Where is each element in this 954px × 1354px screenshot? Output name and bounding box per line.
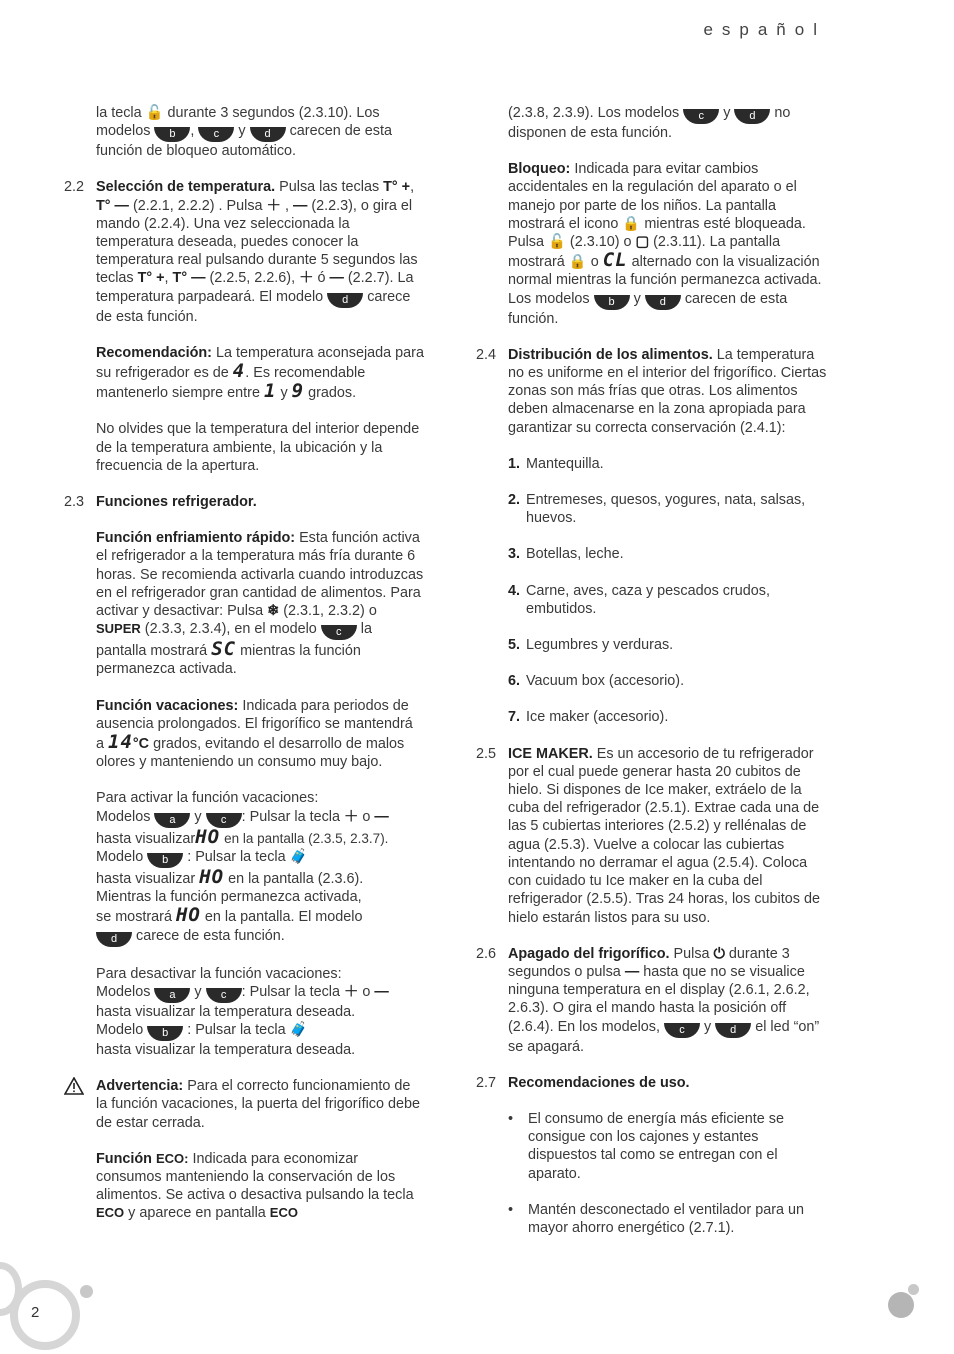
- list-number: 1.: [508, 455, 521, 472]
- bullet-dot-icon: •: [508, 1201, 514, 1218]
- intro-text: carecen de esta función de bloqueo automático.: [96, 123, 393, 160]
- section-title: Apagado del frigorífico.: [508, 945, 670, 962]
- list-number: 7.: [508, 709, 521, 726]
- model-b-badge: b: [147, 853, 183, 868]
- rapid-cooling-paragraph: [64, 529, 424, 678]
- eco-label: Función: [96, 1150, 152, 1167]
- deactivate-text: Modelo: [96, 1021, 144, 1038]
- recommendation-text: La temperatura aconsejada para su refrigerador es de: [96, 344, 424, 382]
- activate-text: hasta visualizar: [96, 830, 196, 847]
- deactivate-text: Modelos: [96, 983, 151, 1000]
- temp-minus-key: T° —: [96, 197, 129, 214]
- list-text: Carne, aves, caza y pescados crudos, embutidos.: [526, 582, 770, 617]
- bullet-item: [476, 1110, 831, 1183]
- note-paragraph: No olvides que la temperatura del interior depende de la temperatura ambiente, la ubicación y la frecuencia de la apertura.: [96, 421, 420, 474]
- activate-text: Mientras la función permanezca activada,: [96, 889, 362, 906]
- lcd-ho: HO: [175, 904, 201, 927]
- rapid-label: Función enfriamiento rápido:: [96, 530, 296, 547]
- food-list-item: [476, 636, 831, 654]
- section-number: 2.6: [476, 945, 497, 962]
- activate-text: en la pantalla (2.3.5, 2.3.7).: [224, 830, 389, 846]
- recommendation-text: y: [280, 385, 288, 402]
- warning-label: Advertencia:: [96, 1078, 184, 1095]
- deactivate-text: hasta visualizar la temperatura deseada.: [96, 1041, 356, 1058]
- list-text: Mantequilla.: [526, 455, 604, 472]
- model-a-badge: a: [154, 813, 190, 828]
- eco-paragraph: [64, 1150, 424, 1223]
- model-d-badge: d: [645, 295, 681, 310]
- section-text: Pulsa: [673, 945, 710, 962]
- vacation-paragraph: [64, 697, 424, 772]
- temp-plus-key: T° +: [383, 179, 411, 196]
- model-c-badge: c: [206, 813, 242, 828]
- activate-text: Modelo: [96, 848, 144, 865]
- section-number: 2.7: [476, 1074, 497, 1091]
- section-title: ICE MAKER.: [508, 745, 593, 762]
- section-2-6: [476, 945, 831, 1056]
- activate-text: en la pantalla (2.3.6).: [228, 870, 364, 887]
- model-c-badge: c: [321, 625, 357, 640]
- warning-icon: [64, 1077, 96, 1132]
- bullet-text: El consumo de energía más eficiente se consigue con los cajones y estantes dispuestos tal como se entregan con el aparato.: [528, 1110, 784, 1182]
- food-list-item: [476, 672, 831, 690]
- vacation-label: Función vacaciones:: [96, 697, 239, 714]
- activate-text: hasta visualizar: [96, 870, 196, 887]
- section-title: Funciones refrigerador.: [96, 494, 257, 511]
- lock-text: alternado con la visualización normal mientras la función permanezca activada. Los modelos: [508, 254, 822, 307]
- page-number: 2: [31, 1304, 40, 1321]
- list-text: Legumbres y verduras.: [526, 637, 674, 654]
- rapid-text: mientras la función permanezca activada.: [96, 643, 361, 678]
- plus-icon: ＋: [344, 983, 359, 1000]
- deactivate-text: : Pulsar la tecla: [187, 1021, 286, 1038]
- activate-block: [64, 789, 424, 946]
- section-title: Recomendaciones de uso.: [508, 1074, 690, 1091]
- suitcase-icon: 🧳: [289, 848, 308, 865]
- model-c-badge: c: [683, 109, 719, 124]
- lock-text: o: [590, 254, 599, 271]
- list-number: 3.: [508, 546, 521, 563]
- unlock-icon: 🔓: [145, 105, 164, 121]
- temp-plus-key: T° +: [137, 270, 165, 287]
- section-title: Selección de temperatura.: [96, 179, 276, 196]
- deactivate-text: hasta visualizar la temperatura deseada.: [96, 1003, 356, 1020]
- plus-icon: ＋: [299, 270, 314, 287]
- lock-paragraph: [476, 160, 831, 328]
- model-d-badge: d: [734, 109, 770, 124]
- activate-text: se mostrará: [96, 909, 172, 926]
- recommendation-text: . Es recomendable mantenerlo siempre entre: [96, 365, 366, 402]
- lcd-temp: 14: [108, 731, 133, 754]
- model-d-badge: d: [327, 293, 363, 308]
- list-text: Vacuum box (accesorio).: [526, 673, 685, 690]
- usage-bullets: [476, 1110, 831, 1237]
- deactivate-text: y: [194, 983, 202, 1000]
- activate-text: : Pulsar la tecla: [241, 808, 340, 825]
- activate-text: y: [194, 808, 202, 825]
- section-number: 2.4: [476, 346, 497, 363]
- rapid-text: (2.3.3, 2.3.4), en el modelo: [144, 621, 317, 638]
- warning-block: [64, 1077, 424, 1132]
- eco-text: Indicada para economizar consumos manteniendo la conservación de los alimentos. Se activa o desactiva pulsando la tecla: [96, 1150, 414, 1204]
- decor-dot: [80, 1285, 93, 1298]
- decor-ring: [10, 1280, 80, 1350]
- list-number: 4.: [508, 582, 521, 599]
- cont-text: (2.3.8, 2.3.9). Los modelos: [508, 105, 680, 121]
- warning-text: Para el correcto funcionamiento de la función vacaciones, la puerta del frigorífico debe de estar cerrada.: [96, 1078, 420, 1131]
- deactivate-block: [64, 965, 424, 1060]
- section-text: (2.2.7). La temperatura parpadeará. El modelo: [96, 270, 414, 305]
- rapid-text: la pantalla mostrará: [96, 621, 372, 660]
- food-list-item: [476, 582, 831, 618]
- rapid-text: Esta función activa el refrigerador a la temperatura más fría durante 6 horas. Se recomienda activarla cuando introduzcas en el refrigerador gran cantidad de alimentos. Para activar y desactivar: Pulsa: [96, 530, 424, 620]
- food-list-item: [476, 708, 831, 726]
- section-text: durante 3 segundos o pulsa: [508, 945, 790, 980]
- eco-text: y aparece en pantalla: [128, 1205, 266, 1222]
- eco-key: ECO: [96, 1205, 125, 1221]
- section-text: carece de esta función.: [96, 288, 411, 325]
- list-number: 2.: [508, 492, 521, 509]
- vacation-text: grados, evitando el desarrollo de malos olores y manteniendo un consumo muy bajo.: [96, 736, 405, 771]
- section-text: hasta que no se visualice ninguna temperatura en el display (2.6.1, 2.6.2, 2.6.3). O gira el mando hasta la posición off (2.6.4). En los modelos,: [508, 963, 810, 1035]
- snowflake-icon: ❄: [267, 603, 280, 620]
- section-2-7: [476, 1074, 831, 1092]
- model-a-badge: a: [154, 988, 190, 1003]
- section-text: el led “on” se apagará.: [508, 1018, 820, 1055]
- deactivate-text: : Pulsar la tecla: [241, 983, 340, 1000]
- unlock-icon: 🔓: [548, 234, 566, 251]
- lock-text: Indicada para evitar cambios accidentales en la regulación del aparato o el manejo por parte de los niños. La pantalla mostrará el icono: [508, 161, 797, 232]
- lcd-value: 4: [232, 360, 246, 383]
- lcd-value: 1: [263, 380, 277, 403]
- intro-text: y: [238, 123, 246, 140]
- rapid-text: (2.3.1, 2.3.2) o: [283, 603, 377, 620]
- recommendation-text: grados.: [308, 385, 357, 402]
- lock-icon: 🔒: [622, 215, 641, 232]
- bullet-text: Mantén desconectado el ventilador para un mayor ahorro energético (2.7.1).: [528, 1201, 805, 1236]
- model-d-badge: d: [250, 127, 286, 142]
- list-text: Ice maker (accesorio).: [526, 709, 669, 726]
- recommendation-paragraph: [64, 344, 424, 403]
- section-text: (2.2.1, 2.2.2) . Pulsa: [132, 197, 263, 214]
- deactivate-title: Para desactivar la función vacaciones:: [96, 965, 342, 982]
- activate-text: en la pantalla. El modelo: [204, 909, 363, 926]
- list-number: 5.: [508, 637, 521, 654]
- model-c-badge: c: [664, 1023, 700, 1038]
- lcd-ho: HO: [199, 865, 225, 888]
- lock-icon: 🔒: [568, 254, 587, 271]
- section-text: Es un accesorio de tu refrigerador por el cual puede generar hasta 20 cubitos de hielo. Si dispones de Ice maker, extráelo de la cuba del refrigerador (2.5.1). Extrae cada una de las 5 cubiertas interiores (2.5.2) y rellénalas de agua (2.5.3). Vuelve a colocar las cubiertas intentando no derramar el agua (2.5.4). Coloca con cuidado tu Ice maker en la cuba del refrigerador (2.5.5). Tras 24 horas, los cubitos de hielo estarán listos para su uso.: [508, 745, 820, 926]
- model-d-badge: d: [96, 932, 132, 947]
- section-text: ó: [317, 270, 326, 287]
- right-column: [476, 104, 831, 1237]
- intro-paragraph: [64, 104, 424, 160]
- recommendation-label: Recomendación:: [96, 344, 212, 361]
- section-text: Pulsa las teclas: [279, 179, 380, 196]
- lock-text: (2.3.10) o: [569, 234, 632, 251]
- model-b-badge: b: [147, 1026, 183, 1041]
- model-b-badge: b: [154, 127, 190, 142]
- left-column: [64, 104, 424, 1223]
- minus-icon: —: [374, 808, 389, 825]
- power-icon: ⏻: [713, 945, 725, 962]
- intro-text: durante 3 segundos (2.3.10). Los modelos: [96, 105, 380, 140]
- section-title: Distribución de los alimentos.: [508, 346, 713, 363]
- list-text: Entremeses, quesos, yogures, nata, salsas, huevos.: [526, 492, 806, 527]
- cont-text: no disponen de esta función.: [508, 105, 791, 141]
- cont-text: y: [723, 105, 731, 121]
- section-number: 2.5: [476, 745, 497, 762]
- lcd-sc: SC: [211, 638, 237, 661]
- lock-text: carecen de esta función.: [508, 290, 788, 327]
- lcd-value: 9: [291, 380, 305, 403]
- intro-text: la tecla: [96, 105, 142, 121]
- intro-text: ,: [190, 123, 195, 140]
- activate-text: carece de esta función.: [136, 927, 285, 944]
- super-key: SUPER: [96, 621, 141, 637]
- unit-label: °C: [132, 736, 150, 753]
- lcd-ho: HO: [195, 825, 221, 848]
- model-b-badge: b: [594, 295, 630, 310]
- lock-text: y: [633, 290, 641, 307]
- eco-key: ECO: [269, 1205, 298, 1221]
- section-text: ,: [410, 179, 415, 196]
- activate-text: Modelos: [96, 808, 151, 825]
- bullet-dot-icon: •: [508, 1110, 514, 1127]
- minus-icon: —: [374, 983, 389, 1000]
- food-list-item: [476, 545, 831, 563]
- section-2-5: [476, 745, 831, 927]
- lock-text: (2.3.11). La pantalla mostrará: [508, 234, 781, 271]
- section-number: 2.2: [64, 179, 85, 196]
- vacation-text: Indicada para periodos de ausencia prolongados. El frigorífico se mantendrá a: [96, 697, 413, 753]
- plus-icon: ＋: [344, 808, 359, 825]
- food-list: [476, 455, 831, 745]
- plus-icon: ＋: [266, 197, 281, 214]
- minus-icon: —: [292, 197, 308, 214]
- lock-label: Bloqueo:: [508, 161, 571, 178]
- activate-text: : Pulsar la tecla: [187, 848, 286, 865]
- section-text: (2.2.3), o gira el mando (2.2.4). Una vez seleccionada la temperatura deseada, puedes conocer la temperatura real pulsando durante 5 segundos las teclas: [96, 197, 418, 287]
- bullet-item: [476, 1201, 831, 1237]
- section-text: ,: [164, 270, 169, 287]
- food-list-item: [476, 455, 831, 473]
- deactivate-text: o: [362, 983, 371, 1000]
- section-text: La temperatura no es uniforme en el interior del frigorífico. Ciertas zonas son más frías que otras. Los alimentos deben almacenarse en la zona apropiada para garantizar su correcta conservación (2.4.1):: [508, 346, 827, 436]
- suitcase-icon: 🧳: [289, 1021, 308, 1038]
- section-number: 2.3: [64, 494, 85, 511]
- temp-minus-key: T° —: [172, 270, 206, 287]
- activate-text: o: [362, 808, 371, 825]
- list-number: 6.: [508, 673, 521, 690]
- food-list-item: [476, 491, 831, 527]
- section-2-3: [64, 493, 424, 511]
- section-text: (2.2.5, 2.2.6),: [209, 270, 296, 287]
- activate-title: Para activar la función vacaciones:: [96, 790, 319, 807]
- section-text: y: [703, 1018, 712, 1035]
- padlock-open-icon: ▢: [635, 234, 650, 251]
- eco-key: ECO:: [155, 1150, 189, 1166]
- minus-icon: —: [329, 270, 344, 287]
- list-text: Botellas, leche.: [526, 546, 624, 563]
- lock-text: mientras esté bloqueada. Pulsa: [508, 215, 806, 251]
- model-c-badge: c: [198, 127, 234, 142]
- model-d-badge: d: [715, 1023, 751, 1038]
- minus-icon: —: [624, 963, 640, 980]
- decor-dot: [908, 1284, 919, 1295]
- lcd-cl: CL: [602, 249, 628, 272]
- section-text: ,: [284, 197, 289, 214]
- section-2-4: [476, 346, 831, 437]
- model-c-badge: c: [206, 988, 242, 1003]
- language-label: español: [703, 20, 826, 39]
- section-2-2: [64, 178, 424, 325]
- decor-dot: [888, 1292, 914, 1318]
- continuation-paragraph: [476, 104, 831, 142]
